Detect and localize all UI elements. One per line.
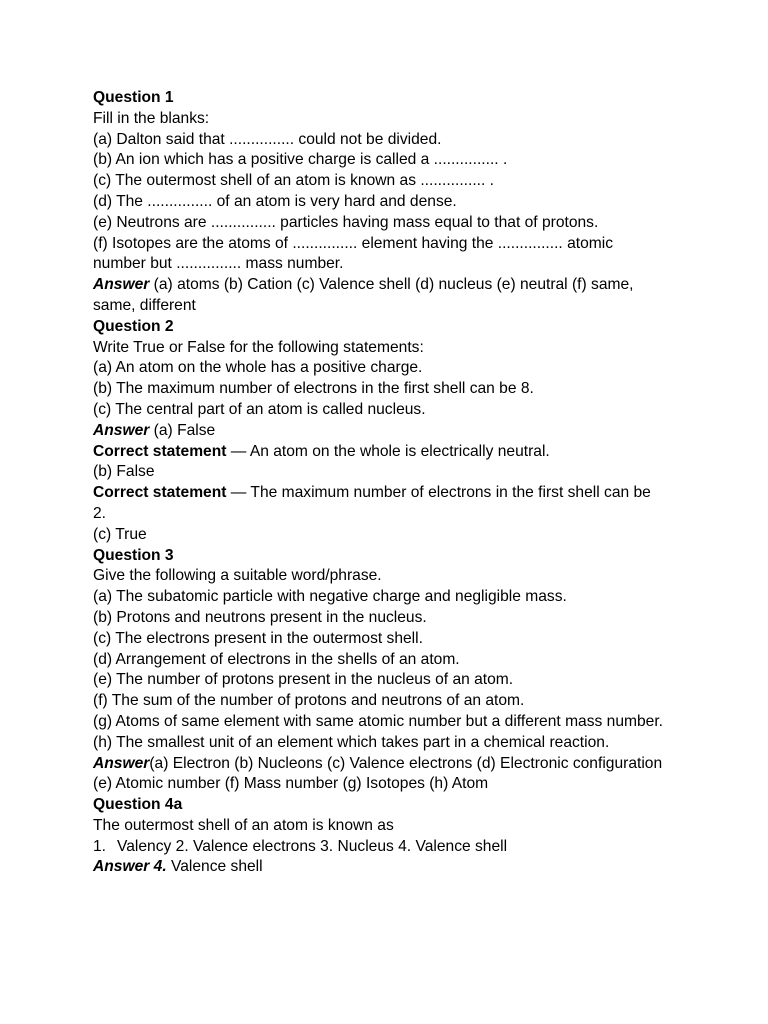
question-1-heading: Question 1 <box>93 89 174 106</box>
question-1-item-c: (c) The outermost shell of an atom is known as ............... . <box>93 172 494 190</box>
question-1-answer <box>93 275 668 317</box>
question-3-item-c: (c) The electrons present in the outermost shell. <box>93 629 423 647</box>
answer-text: Valence shell <box>166 858 263 876</box>
question-1-item-a: (a) Dalton said that ............... could not be divided. <box>93 130 442 148</box>
answer-label: Answer <box>93 754 150 772</box>
question-4a-heading: Question 4a <box>93 796 183 814</box>
question-2-heading: Question 2 <box>93 317 174 335</box>
question-1-item-b: (b) An ion which has a positive charge is called a ............... . <box>93 151 508 169</box>
question-1-item-e: (e) Neutrons are ............... particles having mass equal to that of protons. <box>93 213 599 231</box>
question-3-item-h: (h) The smallest unit of an element which takes part in a chemical reaction. <box>93 733 610 751</box>
question-3-item-b: (b) Protons and neutrons present in the nucleus. <box>93 608 427 626</box>
question-3-item-a: (a) The subatomic particle with negative charge and negligible mass. <box>93 588 567 606</box>
question-2-item-a: (a) An atom on the whole has a positive charge. <box>93 359 423 377</box>
question-3-heading: Question 3 <box>93 546 174 564</box>
correct-statement-label: Correct statement <box>93 484 227 502</box>
question-3-instruction: Give the following a suitable word/phrase. <box>93 567 382 585</box>
question-2-answer-b: (b) False <box>93 463 155 481</box>
question-3-item-e: (e) The number of protons present in the nucleus of an atom. <box>93 671 514 689</box>
question-2-answer-c: (c) True <box>93 525 147 543</box>
question-1-instruction: Fill in the blanks: <box>93 109 210 127</box>
question-4a-options <box>93 837 668 858</box>
correct-statement-text: — An atom on the whole is electrically neutral. <box>226 442 550 460</box>
question-2-correct-a <box>93 442 668 463</box>
question-3-item-g: (g) Atoms of same element with same atomic number but a different mass number. <box>93 712 664 730</box>
answer-label: Answer <box>93 421 150 439</box>
options-text: Valency 2. Valence electrons 3. Nucleus 4. Valence shell <box>117 837 508 855</box>
question-4a-text: The outermost shell of an atom is known as <box>93 816 394 834</box>
answer-label: Answer 4. <box>93 858 167 876</box>
document-page <box>93 88 668 878</box>
question-3-item-f: (f) The sum of the number of protons and neutrons of an atom. <box>93 692 525 710</box>
question-2-item-b: (b) The maximum number of electrons in the first shell can be 8. <box>93 380 534 398</box>
question-2-correct-b <box>93 483 668 525</box>
question-1-item-f: (f) Isotopes are the atoms of ............... element having the ............... atomic number but ............... mass number. <box>93 234 614 273</box>
answer-text: (a) Electron (b) Nucleons (c) Valence electrons (d) Electronic configuration (e) Atomic number (f) Mass number (g) Isotopes (h) Atom <box>93 754 663 793</box>
answer-text: (a) False <box>149 421 216 439</box>
correct-statement-label: Correct statement <box>93 442 227 460</box>
list-number: 1. <box>93 837 107 855</box>
question-1-item-d: (d) The ............... of an atom is very hard and dense. <box>93 192 457 210</box>
correct-statement-text: — The maximum number of electrons in the first shell can be 2. <box>93 484 651 522</box>
question-3-answer <box>93 754 668 796</box>
answer-label: Answer <box>93 276 150 294</box>
question-3-item-d: (d) Arrangement of electrons in the shells of an atom. <box>93 650 460 668</box>
question-2-answer-a <box>93 421 668 442</box>
answer-text: (a) atoms (b) Cation (c) Valence shell (d) nucleus (e) neutral (f) same, same, different <box>93 276 634 314</box>
question-4a-answer <box>93 857 668 878</box>
question-2-item-c: (c) The central part of an atom is called nucleus. <box>93 400 426 418</box>
question-2-instruction: Write True or False for the following statements: <box>93 338 424 356</box>
